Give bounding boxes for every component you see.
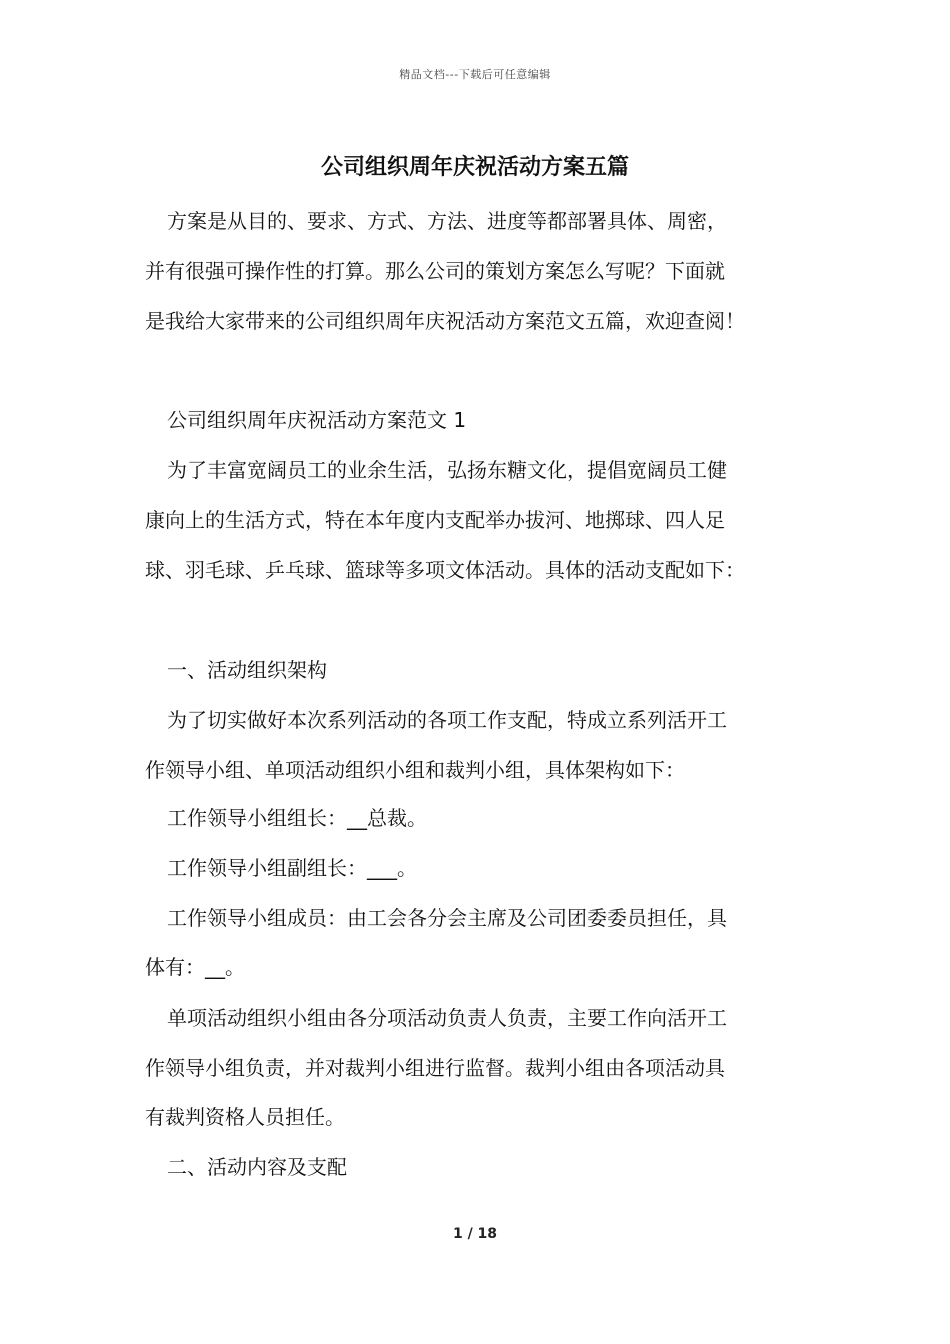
section-heading: 二、活动内容及支配 bbox=[167, 1155, 347, 1179]
section-heading: 公司组织周年庆祝活动方案范文 1 bbox=[167, 408, 467, 432]
paragraph-line: 工作领导小组组长：__总裁。 bbox=[167, 806, 427, 830]
paragraph-line: 为了丰富宽阔员工的业余生活，弘扬东糖文化，提倡宽阔员工健 bbox=[167, 458, 727, 482]
paragraph-line: 体有：__。 bbox=[145, 955, 245, 979]
paragraph-line: 单项活动组织小组由各分项活动负责人负责，主要工作向活开工 bbox=[167, 1006, 727, 1030]
paragraph-line: 工作领导小组成员：由工会各分会主席及公司团委委员担任，具 bbox=[167, 906, 727, 930]
paragraph-line: 是我给大家带来的公司组织周年庆祝活动方案范文五篇，欢迎查阅！ bbox=[145, 309, 745, 333]
paragraph-line: 有裁判资格人员担任。 bbox=[145, 1105, 345, 1129]
paragraph-line: 康向上的生活方式，特在本年度内支配举办拔河、地掷球、四人足 bbox=[145, 508, 725, 532]
paragraph-line: 作领导小组、单项活动组织小组和裁判小组，具体架构如下： bbox=[145, 758, 685, 782]
paragraph-line: 为了切实做好本次系列活动的各项工作支配，特成立系列活开工 bbox=[167, 708, 727, 732]
paragraph-line: 作领导小组负责，并对裁判小组进行监督。裁判小组由各项活动具 bbox=[145, 1056, 725, 1080]
section-heading: 一、活动组织架构 bbox=[167, 658, 327, 682]
page-number: 1 / 18 bbox=[452, 1226, 498, 1242]
paragraph-line: 工作领导小组副组长：___。 bbox=[167, 856, 417, 880]
header-note: 精品文档---下载后可任意编辑 bbox=[399, 68, 551, 81]
paragraph-line: 方案是从目的、要求、方式、方法、进度等都部署具体、周密， bbox=[167, 209, 727, 233]
paragraph-line: 并有很强可操作性的打算。那么公司的策划方案怎么写呢？下面就 bbox=[145, 259, 725, 283]
document-title: 公司组织周年庆祝活动方案五篇 bbox=[320, 155, 629, 180]
paragraph-line: 球、羽毛球、乒乓球、篮球等多项文体活动。具体的活动支配如下： bbox=[145, 558, 745, 582]
